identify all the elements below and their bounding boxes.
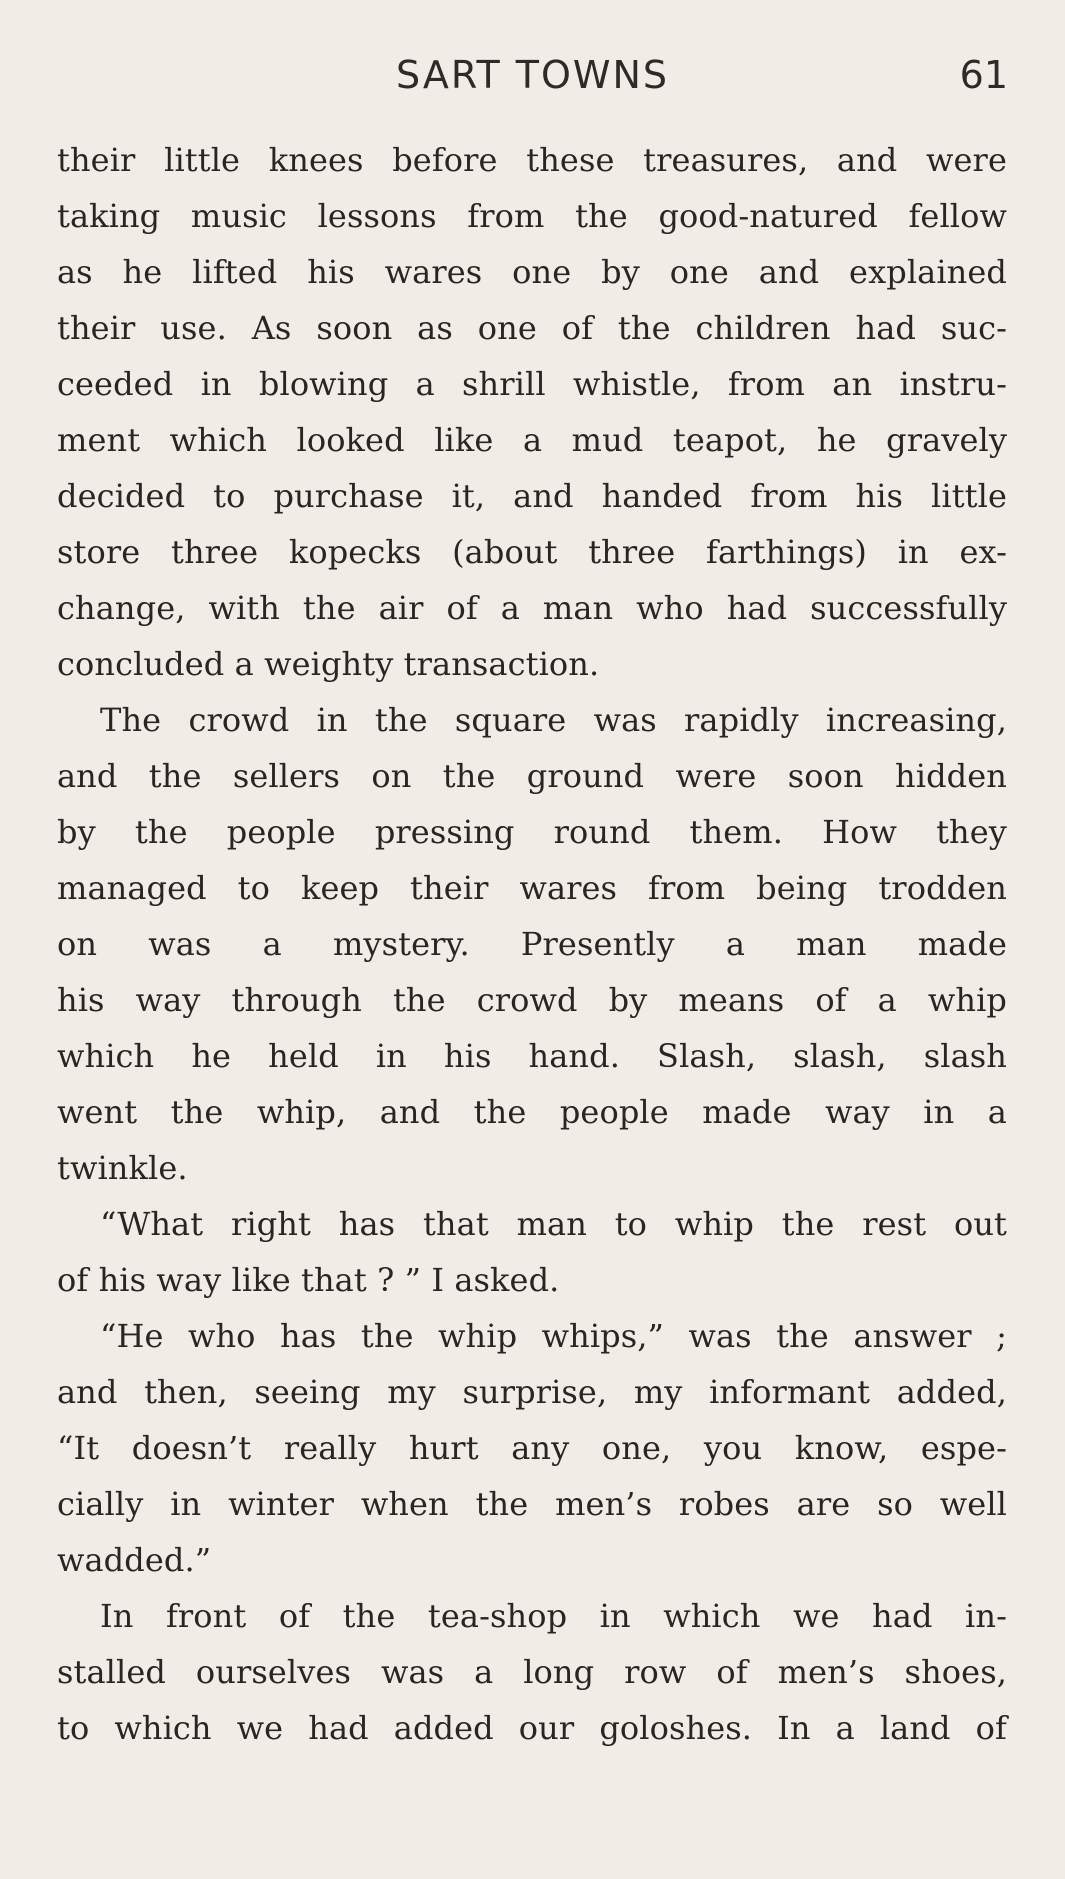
text-line: managed to keep their wares from being trodden bbox=[57, 869, 1007, 907]
text-line: stalled ourselves was a long row of men’s shoes, bbox=[57, 1653, 1007, 1691]
text-line: decided to purchase it, and handed from his little bbox=[57, 477, 1007, 515]
text-line: ceeded in blowing a shrill whistle, from an instru- bbox=[57, 365, 1007, 403]
text-line: change, with the air of a man who had successfully bbox=[57, 589, 1007, 627]
text-line: cially in winter when the men’s robes are so well bbox=[57, 1485, 1007, 1523]
text-line: as he lifted his wares one by one and explained bbox=[57, 253, 1007, 291]
text-line: concluded a weighty transaction. bbox=[57, 645, 600, 683]
text-line: by the people pressing round them. How they bbox=[57, 813, 1007, 851]
paragraph-start-line: “He who has the whip whips,” was the answer ; bbox=[100, 1317, 1007, 1355]
text-line: “It doesn’t really hurt any one, you know, espe- bbox=[57, 1429, 1007, 1467]
text-line: of his way like that ? ” I asked. bbox=[57, 1261, 560, 1299]
text-line: wadded.” bbox=[57, 1541, 212, 1579]
text-line: to which we had added our goloshes. In a land of bbox=[57, 1709, 1007, 1747]
text-line: their little knees before these treasures, and were bbox=[57, 141, 1007, 179]
page-number: 61 bbox=[959, 53, 1008, 97]
text-line: taking music lessons from the good-natured fellow bbox=[57, 197, 1007, 235]
text-line: and the sellers on the ground were soon hidden bbox=[57, 757, 1007, 795]
text-line: ment which looked like a mud teapot, he gravely bbox=[57, 421, 1007, 459]
text-line: his way through the crowd by means of a whip bbox=[57, 981, 1007, 1019]
text-line: their use. As soon as one of the children had suc- bbox=[57, 309, 1007, 347]
body-text bbox=[57, 132, 1007, 1756]
paragraph-start-line: In front of the tea-shop in which we had in- bbox=[100, 1597, 1007, 1635]
chapter-title: SART TOWNS bbox=[396, 53, 669, 97]
text-line: and then, seeing my surprise, my informant added, bbox=[57, 1373, 1007, 1411]
text-line: went the whip, and the people made way in a bbox=[57, 1093, 1007, 1131]
text-line: twinkle. bbox=[57, 1149, 188, 1187]
paragraph-start-line: The crowd in the square was rapidly increasing, bbox=[100, 701, 1007, 739]
text-line: which he held in his hand. Slash, slash, slash bbox=[57, 1037, 1007, 1075]
paragraph-start-line: “What right has that man to whip the rest out bbox=[100, 1205, 1007, 1243]
text-line: on was a mystery. Presently a man made bbox=[57, 925, 1007, 963]
text-line: store three kopecks (about three farthings) in ex- bbox=[57, 533, 1007, 571]
running-head bbox=[57, 50, 1008, 100]
